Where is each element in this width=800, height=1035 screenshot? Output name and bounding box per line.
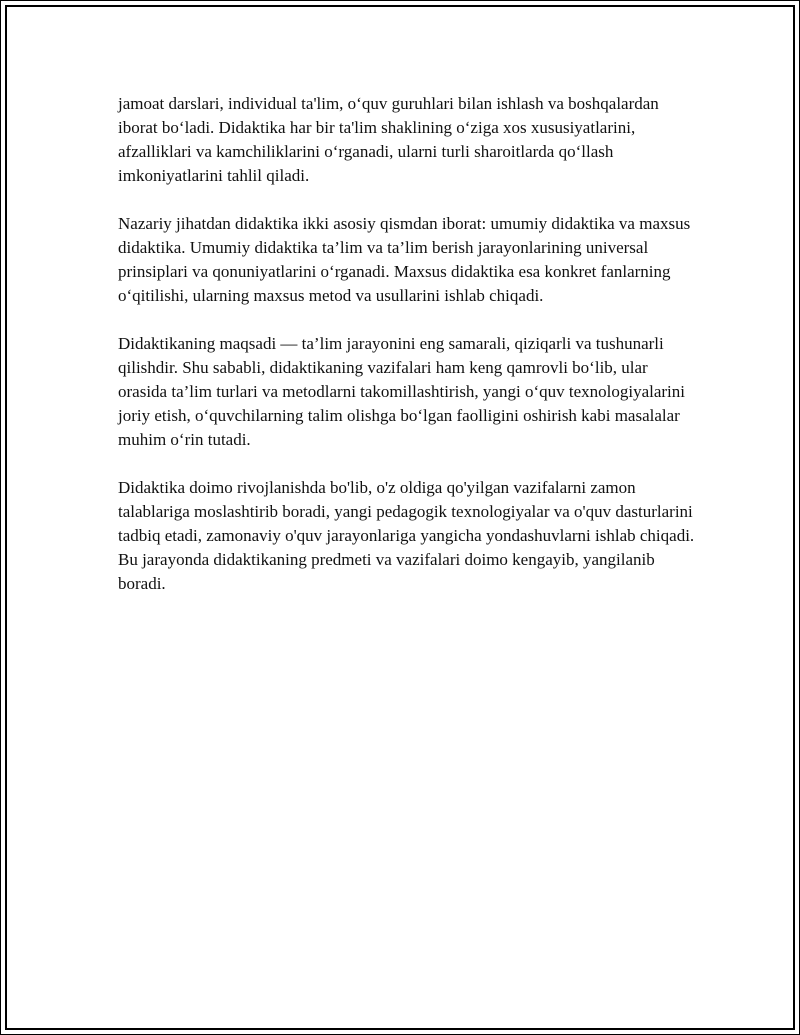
paragraph-2: Nazariy jihatdan didaktika ikki asosiy qismdan iborat: umumiy didaktika va maxsus didaktika. Umumiy didaktika ta’lim va ta’lim berish jarayonlarining universal prinsiplari va qonuniyatlarini o‘rganadi. Maxsus didaktika esa konkret fanlarning o‘qitilishi, ularning maxsus metod va usullarini ishlab chiqadi.	[118, 214, 691, 305]
paragraph-4: Didaktika doimo rivojlanishda bo'lib, o'z oldiga qo'yilgan vazifalarni zamon talablariga moslashtirib boradi, yangi pedagogik texnologiyalar va o'quv dasturlarini tadbiq etadi, zamonaviy o'quv jarayonlariga yangicha yondashuvlarni ishlab chiqadi. Bu jarayonda didaktikaning predmeti va vazifalari doimo kengayib, yangilanib boradi.	[118, 478, 695, 593]
document-body	[118, 92, 698, 620]
paragraph-3: Didaktikaning maqsadi — ta’lim jarayonini eng samarali, qiziqarli va tushunarli qilishdir. Shu sababli, didaktikaning vazifalari ham keng qamrovli bo‘lib, ular orasida ta’lim turlari va metodlarni takomillashtirish, yangi o‘quv texnologiyalarini joriy etish, o‘quvchilarning talim olishga bo‘lgan faolligini oshirish kabi masalalar muhim o‘rin tutadi.	[118, 334, 686, 449]
paragraph-1: jamoat darslari, individual ta'lim, o‘quv guruhlari bilan ishlash va boshqalardan iborat bo‘ladi. Didaktika har bir ta'lim shaklining o‘ziga xos xususiyatlarini, afzalliklari va kamchiliklarini o‘rganadi, ularni turli sharoitlarda qo‘llash imkoniyatlarini tahlil qiladi.	[118, 94, 659, 185]
